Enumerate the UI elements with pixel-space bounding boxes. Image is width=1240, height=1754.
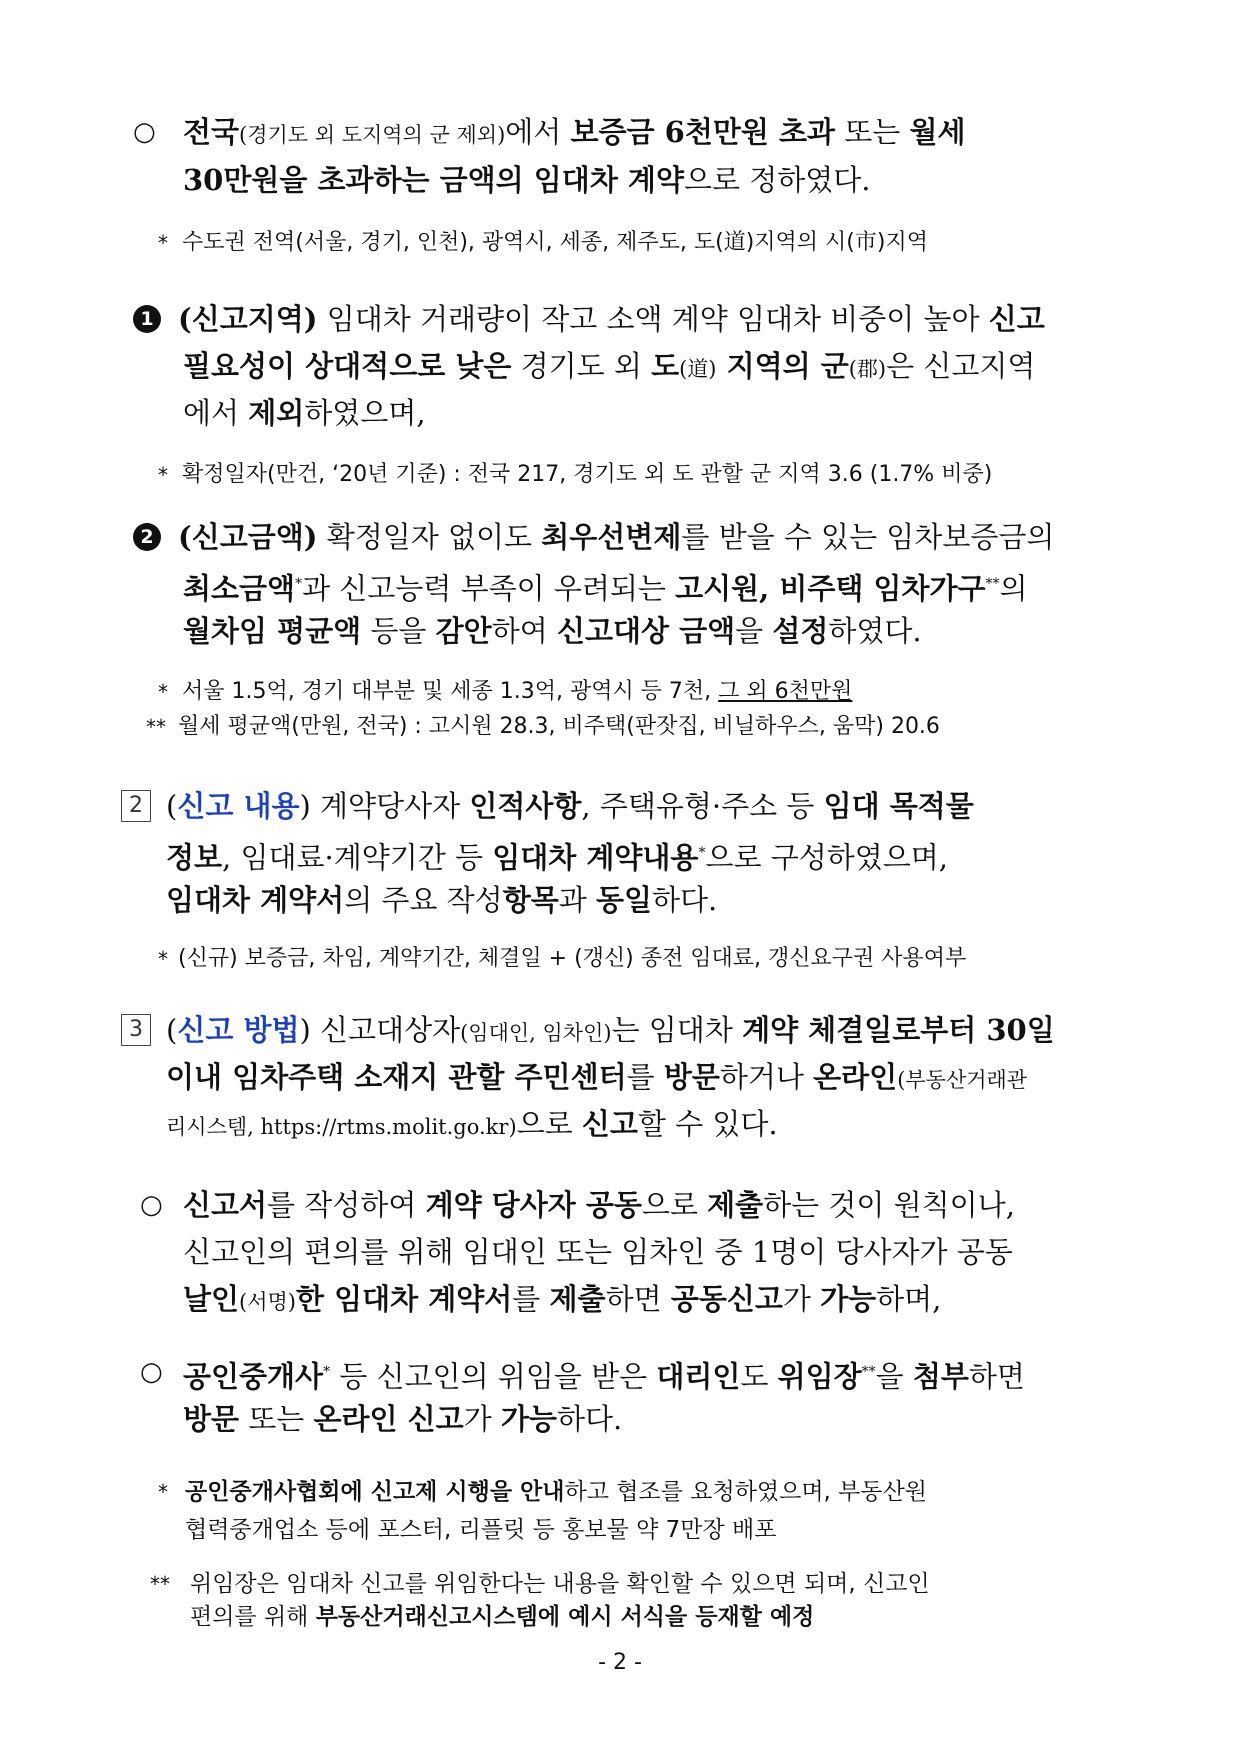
- para-line: 전국(경기도 외 도지역의 군 제외)에서 보증금 6천만원 초과 또는 월세: [183, 115, 966, 149]
- footnote-marker: *: [158, 947, 168, 971]
- page-number: - 2 -: [598, 1650, 642, 1675]
- para-line: 월차임 평균액 등을 감안하여 신고대상 금액을 설정하였다.: [183, 614, 922, 648]
- para-line: 30만원을 초과하는 금액의 임대차 계약으로 정하였다.: [183, 163, 871, 197]
- para-line: 신고인의 편의를 위해 임대인 또는 임차인 중 1명이 당사자가 공동: [183, 1235, 1013, 1269]
- para-line: 신고서를 작성하여 계약 당사자 공동으로 제출하는 것이 원칙이나,: [183, 1188, 1015, 1222]
- bullet-circle: ○: [133, 117, 156, 147]
- footnote-marker: *: [158, 463, 168, 487]
- number-badge: 1: [133, 305, 161, 333]
- footnote: 서울 1.5억, 경기 대부분 및 세종 1.3억, 광역시 등 7천, 그 외 6천만원: [182, 679, 853, 704]
- para-line: 방문 또는 온라인 신고가 가능하다.: [183, 1402, 623, 1436]
- footnote-marker: *: [158, 680, 168, 704]
- footnote: (신규) 보증금, 차임, 계약기간, 체결일 + (갱신) 종전 임대료, 갱신요구권 사용여부: [178, 946, 967, 971]
- footnote: 수도권 전역(서울, 경기, 인천), 광역시, 세종, 제주도, 도(道)지역의 시(市)지역: [182, 230, 928, 255]
- footnote-marker: *: [158, 231, 168, 255]
- para-line: 날인(서명)한 임대차 계약서를 제출하면 공동신고가 가능하며,: [183, 1282, 942, 1316]
- footnote-marker: *: [158, 1480, 168, 1504]
- number-box: 3: [121, 1014, 151, 1046]
- number-badge: 2: [133, 523, 161, 551]
- para-line: 공인중개사* 등 신고인의 위임을 받은 대리인도 위임장**을 첨부하면: [183, 1359, 1025, 1394]
- footnote-marker: **: [150, 1572, 170, 1596]
- footnote: 월세 평균액(만원, 전국) : 고시원 28.3, 비주택(판잣집, 비닐하우스, 움막) 20.6: [178, 714, 940, 739]
- footnote: 협력중개업소 등에 포스터, 리플릿 등 홍보물 약 7만장 배포: [185, 1517, 777, 1543]
- para-line: (신고 내용) 계약당사자 인적사항, 주택유형·주소 등 임대 목적물: [166, 789, 974, 823]
- para-line: 최소금액*과 신고능력 부족이 우려되는 고시원, 비주택 임차가구**의: [183, 571, 1028, 606]
- footnote: 확정일자(만건, ‘20년 기준) : 전국 217, 경기도 외 도 관할 군 지역 3.6 (1.7% 비중): [182, 462, 993, 487]
- para-line: 리시스템, https://rtms.molit.go.kr)으로 신고할 수 있다.: [166, 1107, 778, 1141]
- footnote: 편의를 위해 부동산거래신고시스템에 예시 서식을 등재할 예정: [190, 1604, 815, 1630]
- para-line: (신고금액) 확정일자 없이도 최우선변제를 받을 수 있는 임차보증금의: [178, 520, 1055, 554]
- footnote-marker: **: [146, 715, 166, 739]
- footnote: 공인중개사협회에 신고제 시행을 안내하고 협조를 요청하였으며, 부동산원: [185, 1479, 928, 1505]
- para-line: 정보, 임대료·계약기간 등 임대차 계약내용*으로 구성하였으며,: [166, 840, 949, 875]
- para-line: 필요성이 상대적으로 낮은 경기도 외 도(道) 지역의 군(郡)은 신고지역: [183, 349, 1036, 383]
- para-line: (신고 방법) 신고대상자(임대인, 임차인)는 임대차 계약 체결일로부터 30일: [166, 1013, 1055, 1047]
- para-line: 에서 제외하였으며,: [183, 396, 426, 430]
- para-line: 이내 임차주택 소재지 관할 주민센터를 방문하거나 온라인(부동산거래관: [166, 1060, 1028, 1094]
- footnote: 위임장은 임대차 신고를 위임한다는 내용을 확인할 수 있으면 되며, 신고인: [190, 1571, 930, 1597]
- para-line: 임대차 계약서의 주요 작성항목과 동일하다.: [166, 883, 718, 917]
- para-line: (신고지역) 임대차 거래량이 작고 소액 계약 임대차 비중이 높아 신고: [178, 302, 1045, 336]
- bullet-circle: ○: [140, 1357, 163, 1387]
- bullet-circle: ○: [140, 1190, 163, 1220]
- number-box: 2: [121, 790, 151, 822]
